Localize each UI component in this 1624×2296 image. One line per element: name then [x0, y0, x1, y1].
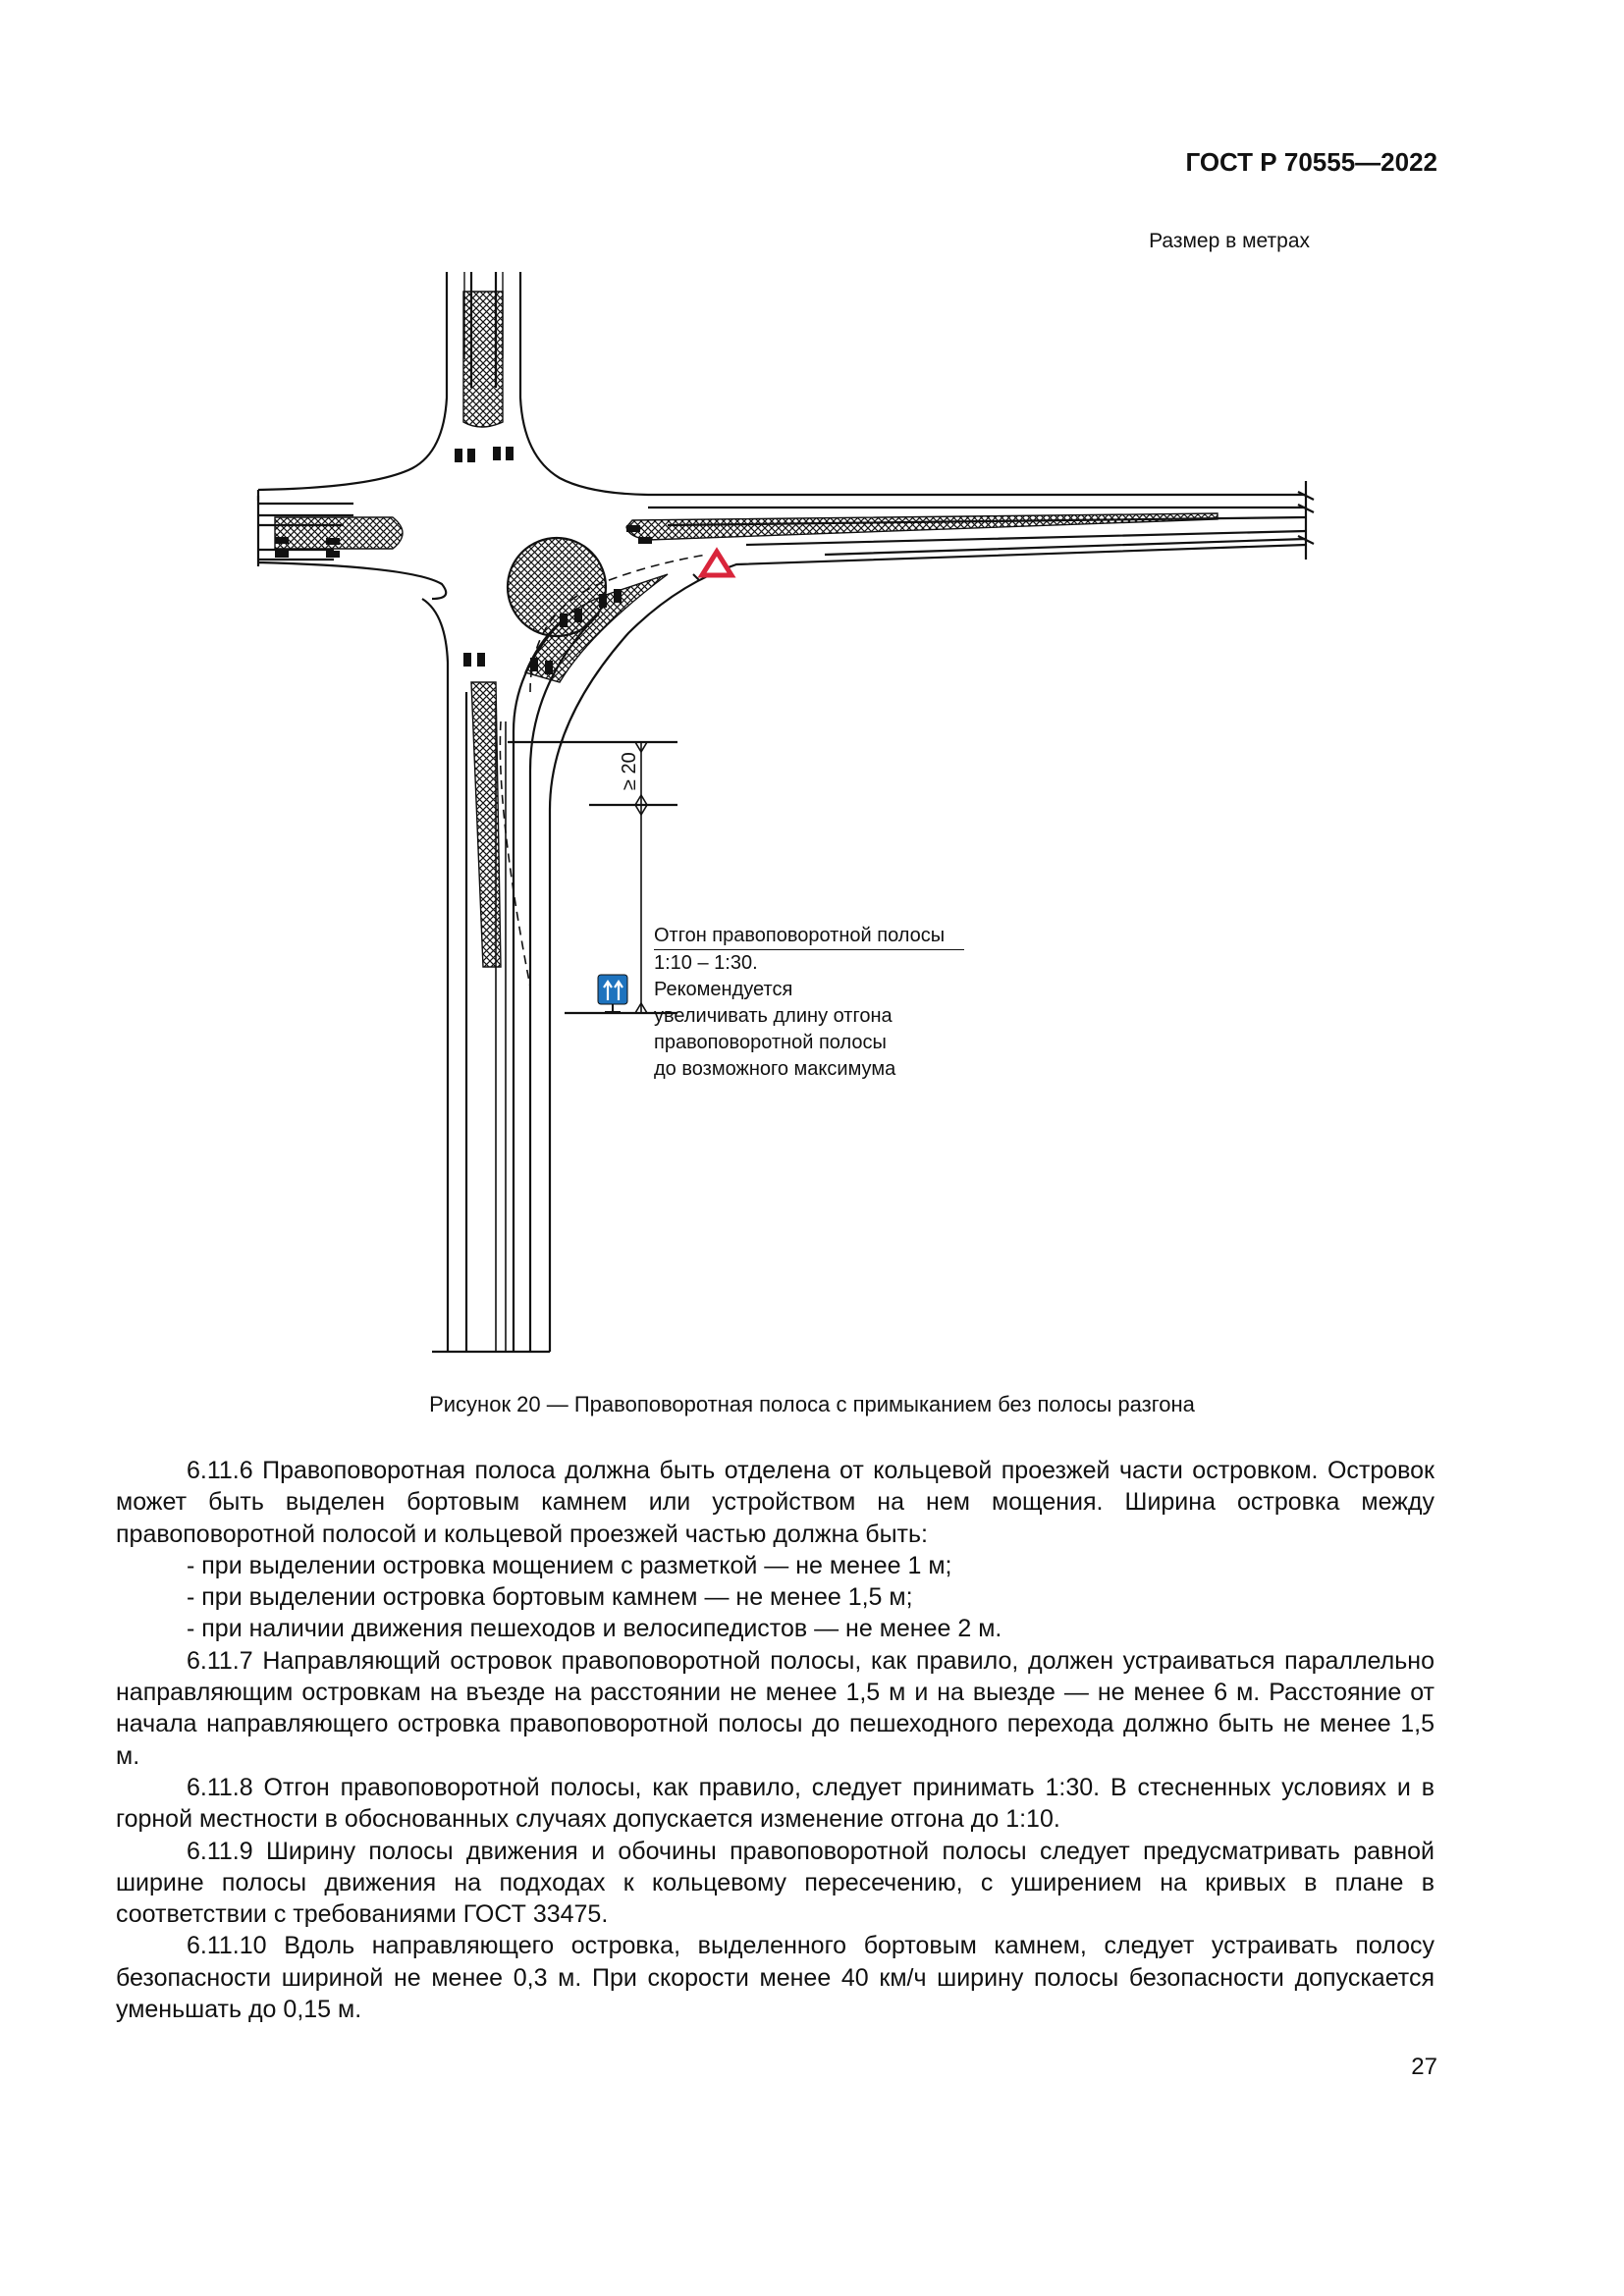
figure-caption: Рисунок 20 — Правоповоротная полоса с примыканием без полосы разгона: [429, 1392, 1195, 1416]
annotation-line-2: 1:10 – 1:30.: [654, 952, 758, 974]
list-item: - при выделении островка бортовым камнем — не менее 1,5 м;: [187, 1583, 913, 1612]
annotation-line-6: до возможного максимума: [654, 1058, 896, 1080]
annotation-line-4: увеличивать длину отгона: [654, 1005, 893, 1027]
dimension-label: ≥ 20: [619, 752, 640, 790]
taper-annotation: [654, 923, 964, 1083]
annotation-line-3: Рекомендуется: [654, 979, 793, 1000]
size-note: Размер в метрах: [1149, 230, 1310, 252]
page-number: 27: [1411, 2054, 1437, 2080]
paragraph-6-11-9: 6.11.9 Ширину полосы движения и обочины правоповоротной полосы следует предусматривать равной ширине полосы движения на подходах к кольцевому пересечению, с уширением на кривых в плане в соответствии с требованиями ГОСТ 33475.: [116, 1837, 1435, 1929]
paragraph-6-11-7: 6.11.7 Направляющий островок правоповоротной полосы, как правило, должен устраиваться параллельно направляющим островкам на въезде на расстоянии не менее 1,5 м и на выезде — не менее 6 м. Расстояние от начала направляющего островка правоповоротной полосы до пешеходного перехода должно быть не менее 1,5 м.: [116, 1646, 1435, 1770]
annotation-line-5: правоповоротной полосы: [654, 1032, 887, 1053]
paragraph-6-11-6: 6.11.6 Правоповоротная полоса должна быть отделена от кольцевой проезжей части островком. Островок может быть выделен бортовым камнем или устройством на нем мощения. Ширина островка между правоповоротной полосой и кольцевой проезжей частью должна быть:: [116, 1457, 1435, 1548]
body-text: [116, 1455, 1435, 2025]
warning-triangle-icon: [702, 552, 731, 575]
annotation-line-1: Отгон правоповоротной полосы: [654, 923, 964, 950]
lane-direction-sign-icon: [598, 975, 627, 1012]
roundabout-diagram: [236, 260, 1335, 1374]
list-item: - при выделении островка мощением с разметкой — не менее 1 м;: [187, 1551, 952, 1579]
list-item: - при наличии движения пешеходов и велосипедистов — не менее 2 м.: [187, 1615, 1002, 1643]
paragraph-6-11-10: 6.11.10 Вдоль направляющего островка, выделенного бортовым камнем, следует устраивать полосу безопасности шириной не менее 0,3 м. При скорости менее 40 км/ч ширину полосы безопасности допускается уменьшать до 0,15 м.: [116, 1932, 1435, 2024]
paragraph-6-11-8: 6.11.8 Отгон правоповоротной полосы, как правило, следует принимать 1:30. В стесненных условиях и в горной местности в обоснованных случаях допускается изменение отгона до 1:10.: [116, 1773, 1435, 1834]
document-code: ГОСТ Р 70555—2022: [1185, 147, 1437, 177]
